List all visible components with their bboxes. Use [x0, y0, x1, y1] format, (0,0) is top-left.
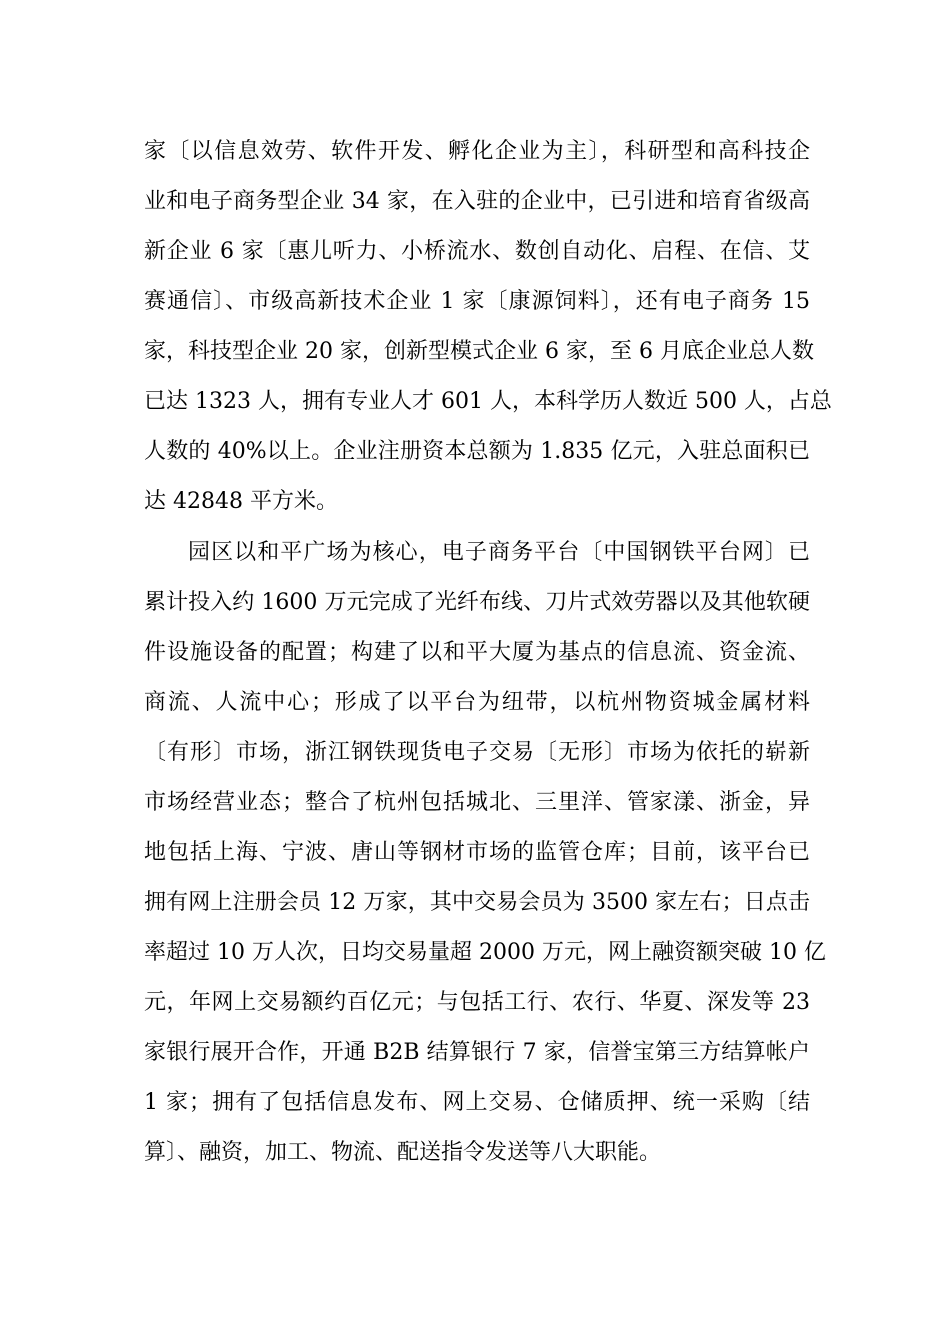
text-line: 件设施设备的配置；构建了以和平大厦为基点的信息流、资金流、: [144, 640, 810, 665]
text-line: 算〕、融资，加工、物流、配送指令发送等八大职能。: [144, 1140, 662, 1165]
text-line: 市场经营业态；整合了杭州包括城北、三里洋、管家漾、浙金，异: [144, 790, 810, 815]
text-line: 达 42848 平方米。: [144, 489, 338, 514]
text-line: 园区以和平广场为核心，电子商务平台〔中国钢铁平台网〕已: [188, 540, 810, 565]
text-line: 率超过 10 万人次，日均交易量超 2000 万元，网上融资额突破 10 亿: [144, 940, 826, 965]
text-line: 赛通信〕、市级高新技术企业 1 家〔康源饲料〕，还有电子商务 15: [144, 289, 810, 314]
text-line: 1 家；拥有了包括信息发布、网上交易、仓储质押、统一采购〔结: [144, 1090, 810, 1115]
text-line: 新企业 6 家〔惠儿听力、小桥流水、数创自动化、启程、在信、艾: [144, 239, 810, 264]
text-line: 拥有网上注册会员 12 万家，其中交易会员为 3500 家左右；日点击: [144, 890, 810, 915]
text-line: 元，年网上交易额约百亿元；与包括工行、农行、华夏、深发等 23: [144, 990, 810, 1015]
text-line: 家银行展开合作，开通 B2B 结算银行 7 家，信誉宝第三方结算帐户: [144, 1040, 810, 1065]
text-line: 家，科技型企业 20 家，创新型模式企业 6 家，至 6 月底企业总人数: [144, 339, 814, 364]
text-line: 家〔以信息效劳、软件开发、孵化企业为主〕，科研型和高科技企: [144, 139, 810, 164]
text-line: 地包括上海、宁波、唐山等钢材市场的监管仓库；目前，该平台已: [144, 840, 810, 865]
text-line: 〔有形〕市场，浙江钢铁现货电子交易〔无形〕市场为依托的崭新: [144, 740, 810, 765]
text-line: 业和电子商务型企业 34 家，在入驻的企业中，已引进和培育省级高: [144, 189, 810, 214]
text-line: 商流、人流中心；形成了以平台为纽带，以杭州物资城金属材料: [144, 690, 810, 715]
text-line: 已达 1323 人，拥有专业人才 601 人，本科学历人数近 500 人，占总: [144, 389, 832, 414]
text-line: 累计投入约 1600 万元完成了光纤布线、刀片式效劳器以及其他软硬: [144, 590, 810, 615]
text-line: 人数的 40%以上。企业注册资本总额为 1.835 亿元，入驻总面积已: [144, 439, 810, 464]
